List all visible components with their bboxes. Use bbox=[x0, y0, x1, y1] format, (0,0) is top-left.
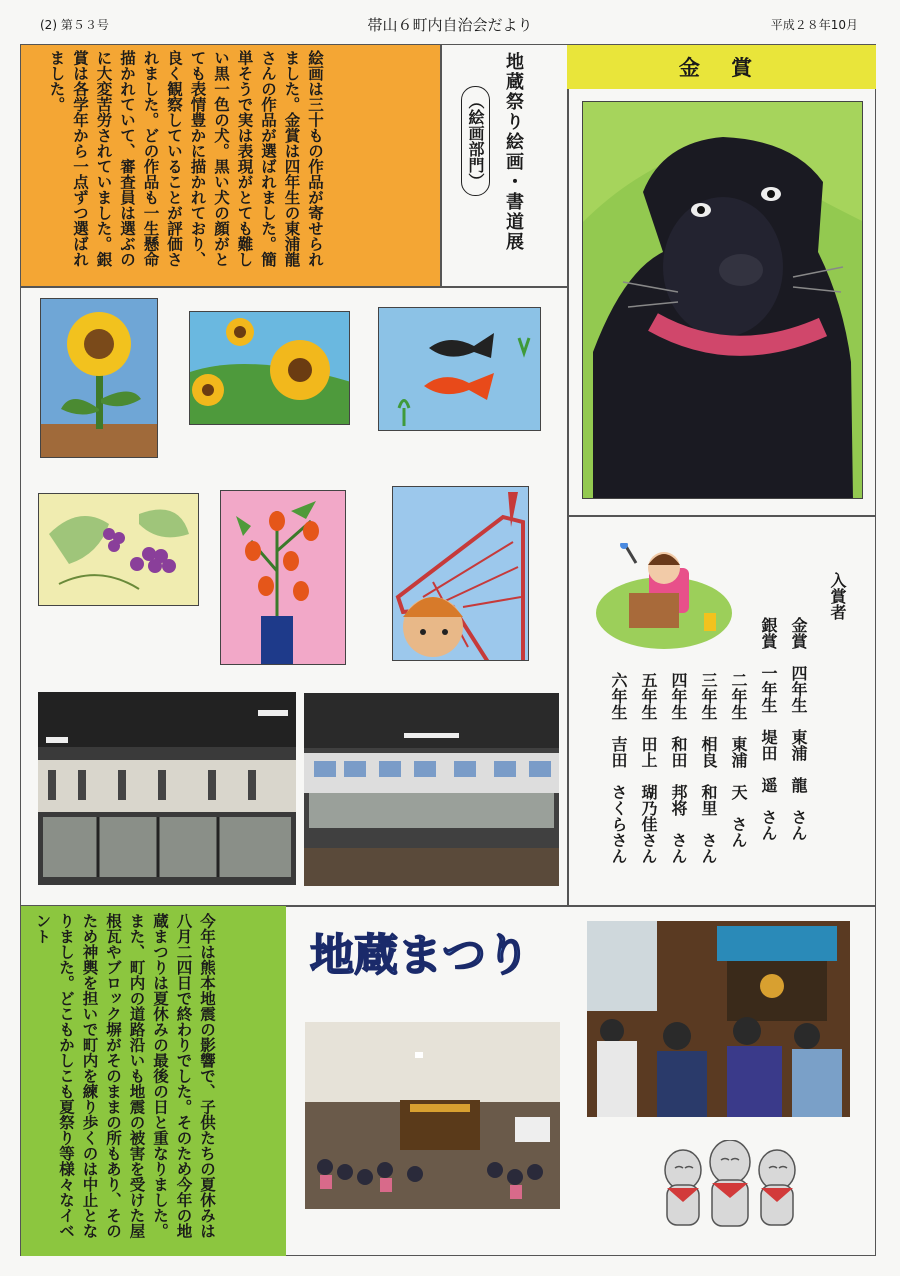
artwork-sunflowers bbox=[189, 311, 350, 425]
exhibition-title: 地蔵祭り絵画・書道展 bbox=[503, 52, 524, 252]
exhibition-article: 絵画は三十もの作品が寄せられました。金賞は四年生の東浦龍さんの作品が選ばれました。簡単そうで実は表現がとても難しい黒一色の犬。黒い犬の顔がとても表情豊かに描かれており、良く観察していることが評価されました。どの作品も一生懸命描かれていて、審査員は選ぶのに大変苦労されていました。銀賞は各学年から一点ずつ選ばれました。 bbox=[47, 50, 324, 267]
artwork-lanterns bbox=[220, 490, 346, 665]
photo-hall-paintings bbox=[304, 693, 559, 886]
winner-1 bbox=[783, 617, 813, 947]
festival-logo-text: 地蔵まつり bbox=[310, 930, 530, 981]
column-divider bbox=[440, 45, 442, 286]
section-divider bbox=[567, 515, 876, 517]
winner-name: 吉田 さくらさん bbox=[609, 736, 628, 864]
winner-award: 金賞 bbox=[789, 617, 808, 649]
column-divider bbox=[567, 45, 569, 905]
winner-grade: 五年生 bbox=[639, 672, 658, 720]
painter-illustration bbox=[594, 543, 734, 649]
newsletter-title: 帯山６町内自治会だより bbox=[367, 16, 533, 34]
festival-logo bbox=[305, 918, 555, 988]
exhibition-subtitle: （絵画部門） bbox=[461, 86, 490, 196]
issue-date: 平成２８年10月 bbox=[770, 18, 858, 32]
winner-name: 東浦 天 さん bbox=[729, 736, 748, 848]
winners-heading: 入賞者 bbox=[828, 572, 847, 620]
winner-grade: 四年生 bbox=[669, 672, 688, 720]
winner-name: 和田 邦将 さん bbox=[669, 736, 688, 864]
winner-name: 堤田 遥 さん bbox=[759, 729, 778, 841]
winner-2 bbox=[753, 617, 783, 947]
winner-name: 東浦 龍 さん bbox=[789, 729, 808, 841]
artwork-goldfish bbox=[378, 307, 541, 431]
gold-prize-painting bbox=[582, 101, 863, 499]
artwork-grapes bbox=[38, 493, 199, 606]
artwork-tokyo-tower bbox=[392, 486, 529, 661]
artwork-sunflower bbox=[40, 298, 158, 458]
gold-prize-label: 金 賞 bbox=[567, 45, 876, 89]
winner-grade: 二年生 bbox=[729, 672, 748, 720]
photo-festival-shrine bbox=[587, 921, 850, 1117]
jizo-statues-illustration bbox=[655, 1140, 805, 1230]
winner-award: 銀賞 bbox=[759, 617, 778, 649]
winner-grade: 四年生 bbox=[789, 665, 808, 713]
issue-number: (2) 第５３号 bbox=[40, 18, 109, 32]
winner-name: 相良 和里 さん bbox=[699, 736, 718, 864]
winner-grade: 一年生 bbox=[759, 665, 778, 713]
festival-article: 今年は熊本地震の影響で、子供たちの夏休みは八月二四日で終わりでした。そのため今年の地蔵まつりは夏休みの最後の日と重なりました。また、町内の道路沿いも地震の被害を受けた屋根瓦やブロック塀がそのままの所もあり、そのため神輿を担いで町内を練り歩くのは中止となりました。どこもかしこも夏祭り等様々なイベント bbox=[33, 913, 216, 1239]
winner-name: 田上 瑚乃佳さん bbox=[639, 736, 658, 864]
photo-festival-hall bbox=[305, 1022, 560, 1209]
winner-grade: 六年生 bbox=[609, 672, 628, 720]
winner-grade: 三年生 bbox=[699, 672, 718, 720]
photo-hall-calligraphy bbox=[38, 692, 296, 885]
section-divider bbox=[21, 286, 567, 288]
